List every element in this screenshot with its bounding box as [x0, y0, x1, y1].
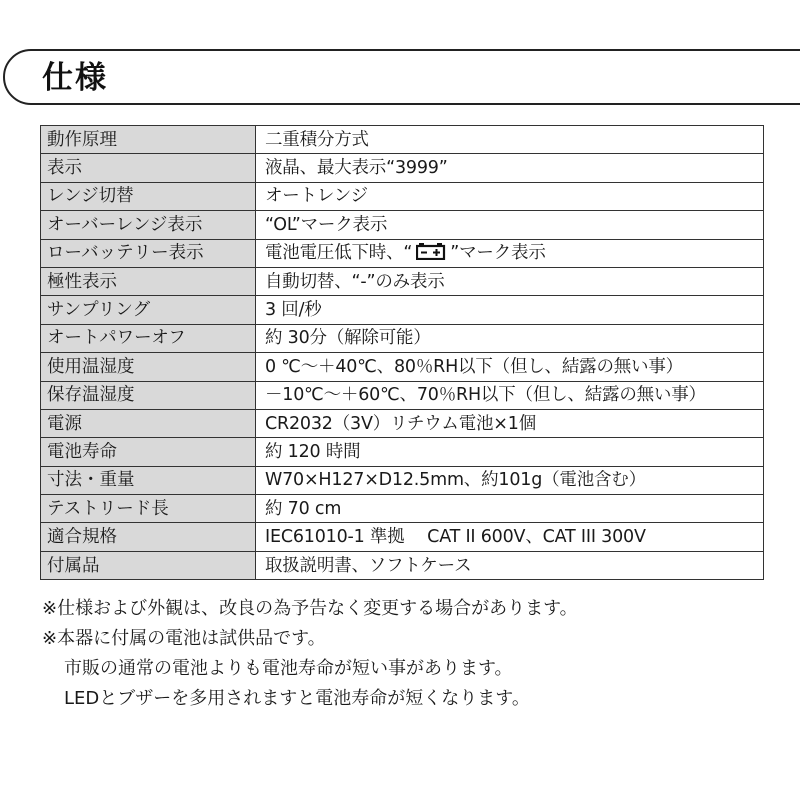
note-item: LEDとブザーを多用されますと電池寿命が短くなります。	[64, 688, 530, 709]
spec-value: W70×H127×D12.5mm、約101g（電池含む）	[256, 466, 764, 494]
spec-value: オートレンジ	[256, 182, 764, 210]
spec-row	[41, 438, 764, 466]
spec-label: 極性表示	[41, 267, 256, 295]
spec-row	[41, 466, 764, 494]
note-item: 市販の通常の電池よりも電池寿命が短い事があります。	[64, 658, 513, 679]
spec-label: オートパワーオフ	[41, 324, 256, 352]
spec-value: 自動切替、“-”のみ表示	[256, 267, 764, 295]
spec-row	[41, 495, 764, 523]
spec-label: 電源	[41, 409, 256, 437]
spec-row	[41, 381, 764, 409]
spec-row	[41, 154, 764, 182]
notes	[42, 594, 578, 714]
spec-value: 0 ℃～＋40℃、80％RH以下（但し、結露の無い事）	[256, 353, 764, 381]
spec-value: 取扱説明書、ソフトケース	[256, 551, 764, 579]
spec-value: 約 120 時間	[256, 438, 764, 466]
note-item: ※本器に付属の電池は試供品です。	[42, 628, 326, 649]
spec-label: 表示	[41, 154, 256, 182]
spec-label: 寸法・重量	[41, 466, 256, 494]
note-item: ※仕様および外観は、改良の為予告なく変更する場合があります。	[42, 598, 578, 619]
spec-value: 3 回/秒	[256, 296, 764, 324]
spec-value: －10℃～＋60℃、70％RH以下（但し、結露の無い事）	[256, 381, 764, 409]
spec-row	[41, 239, 764, 267]
spec-row	[41, 324, 764, 352]
spec-label: 保存温湿度	[41, 381, 256, 409]
spec-value-before: 電池電圧低下時、“	[265, 243, 413, 264]
spec-row	[41, 296, 764, 324]
spec-row	[41, 267, 764, 295]
spec-label: テストリード長	[41, 495, 256, 523]
spec-value: 約 70 cm	[256, 495, 764, 523]
spec-label: レンジ切替	[41, 182, 256, 210]
spec-value: 二重積分方式	[256, 126, 764, 154]
spec-row	[41, 551, 764, 579]
battery-icon	[416, 242, 446, 260]
spec-row	[41, 126, 764, 154]
spec-row	[41, 353, 764, 381]
spec-label: 適合規格	[41, 523, 256, 551]
spec-row	[41, 523, 764, 551]
spec-value: IEC61010-1 準拠 CAT II 600V、CAT III 300V	[256, 523, 764, 551]
spec-label: 動作原理	[41, 126, 256, 154]
spec-label: ローバッテリー表示	[41, 239, 256, 267]
spec-label: オーバーレンジ表示	[41, 211, 256, 239]
spec-label: 電池寿命	[41, 438, 256, 466]
title-bar	[3, 49, 800, 105]
spec-value: 約 30分（解除可能）	[256, 324, 764, 352]
spec-value: “OL”マーク表示	[256, 211, 764, 239]
spec-row	[41, 182, 764, 210]
spec-value: CR2032（3V）リチウム電池×1個	[256, 409, 764, 437]
spec-value-after: ”マーク表示	[450, 243, 546, 264]
spec-label: 付属品	[41, 551, 256, 579]
spec-value: 液晶、最大表示“3999”	[256, 154, 764, 182]
spec-label: 使用温湿度	[41, 353, 256, 381]
spec-label: サンプリング	[41, 296, 256, 324]
page-title: 仕様	[42, 60, 108, 96]
spec-row	[41, 211, 764, 239]
spec-row	[41, 409, 764, 437]
spec-table	[40, 125, 764, 580]
spec-value	[256, 239, 764, 267]
